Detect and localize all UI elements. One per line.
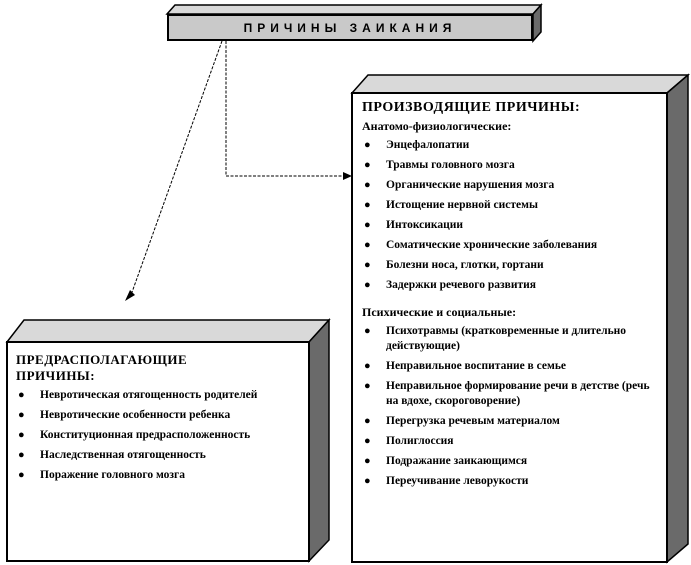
predisposing-causes-box <box>16 352 301 488</box>
list-item: ● Конституционная предрасположенность <box>18 429 251 441</box>
list-item: ● Органические нарушения мозга <box>364 179 555 191</box>
psychosocial-group-title: Психические и социальные: <box>362 305 517 319</box>
bullet-icon: ● <box>364 219 371 231</box>
list-item: ● Интоксикации <box>364 219 463 231</box>
bullet-icon: ● <box>364 475 371 487</box>
bullet-icon: ● <box>18 469 25 481</box>
list-item: ● Неправильное воспитание в семье <box>364 360 567 372</box>
list-item: ● Неправильное формирование речи в детстве (речь на вдохе, скороговорение) <box>364 380 650 407</box>
diagram-title: ПРИЧИНЫ ЗАИКАНИЯ <box>167 14 533 41</box>
list-item: ● Наследственная отягощенность <box>18 449 206 461</box>
bullet-icon: ● <box>364 279 371 291</box>
list-item: ● Перегрузка речевым материалом <box>364 415 560 427</box>
list-item: ● Подражание заикающимся <box>364 455 528 467</box>
list-item: ● Энцефалопатии <box>364 139 470 151</box>
predisposing-list <box>16 388 301 483</box>
bullet-icon: ● <box>364 259 371 271</box>
bullet-icon: ● <box>18 389 25 401</box>
bullet-icon: ● <box>364 415 371 427</box>
anatomic-group-title: Анатомо-физиологические: <box>362 119 512 133</box>
bullet-icon: ● <box>364 159 371 171</box>
list-item: ● Переучивание леворукости <box>364 475 529 487</box>
bullet-icon: ● <box>364 380 371 392</box>
list-item: ● Поражение головного мозга <box>18 469 185 481</box>
bullet-icon: ● <box>364 360 371 372</box>
predisposing-heading-line1: ПРЕДРАСПОЛАГАЮЩИЕ <box>16 352 188 367</box>
producing-heading: ПРОИЗВОДЯЩИЕ ПРИЧИНЫ: <box>362 100 581 115</box>
bullet-icon: ● <box>18 449 25 461</box>
bullet-icon: ● <box>364 325 371 337</box>
predisposing-heading-line2: ПРИЧИНЫ: <box>16 368 96 383</box>
bullet-icon: ● <box>364 455 371 467</box>
list-item: ● Болезни носа, глотки, гортани <box>364 259 544 271</box>
list-item: ● Травмы головного мозга <box>364 159 515 171</box>
bullet-icon: ● <box>364 199 371 211</box>
bullet-icon: ● <box>364 239 371 251</box>
list-item: ● Задержки речевого развития <box>364 279 536 291</box>
list-item: ● Невротические особенности ребенка <box>18 409 231 421</box>
list-item: ● Психотравмы (кратковременные и длительно действующие) <box>364 325 627 352</box>
bullet-icon: ● <box>364 139 371 151</box>
list-item: ● Невротическая отягощенность родителей <box>18 389 258 401</box>
bullet-icon: ● <box>18 409 25 421</box>
list-item: ● Полиглоссия <box>364 435 454 447</box>
bullet-icon: ● <box>364 179 371 191</box>
bullet-icon: ● <box>364 435 371 447</box>
bullet-icon: ● <box>18 429 25 441</box>
list-item: ● Истощение нервной системы <box>364 199 538 211</box>
list-item: ● Соматические хронические заболевания <box>364 239 598 251</box>
